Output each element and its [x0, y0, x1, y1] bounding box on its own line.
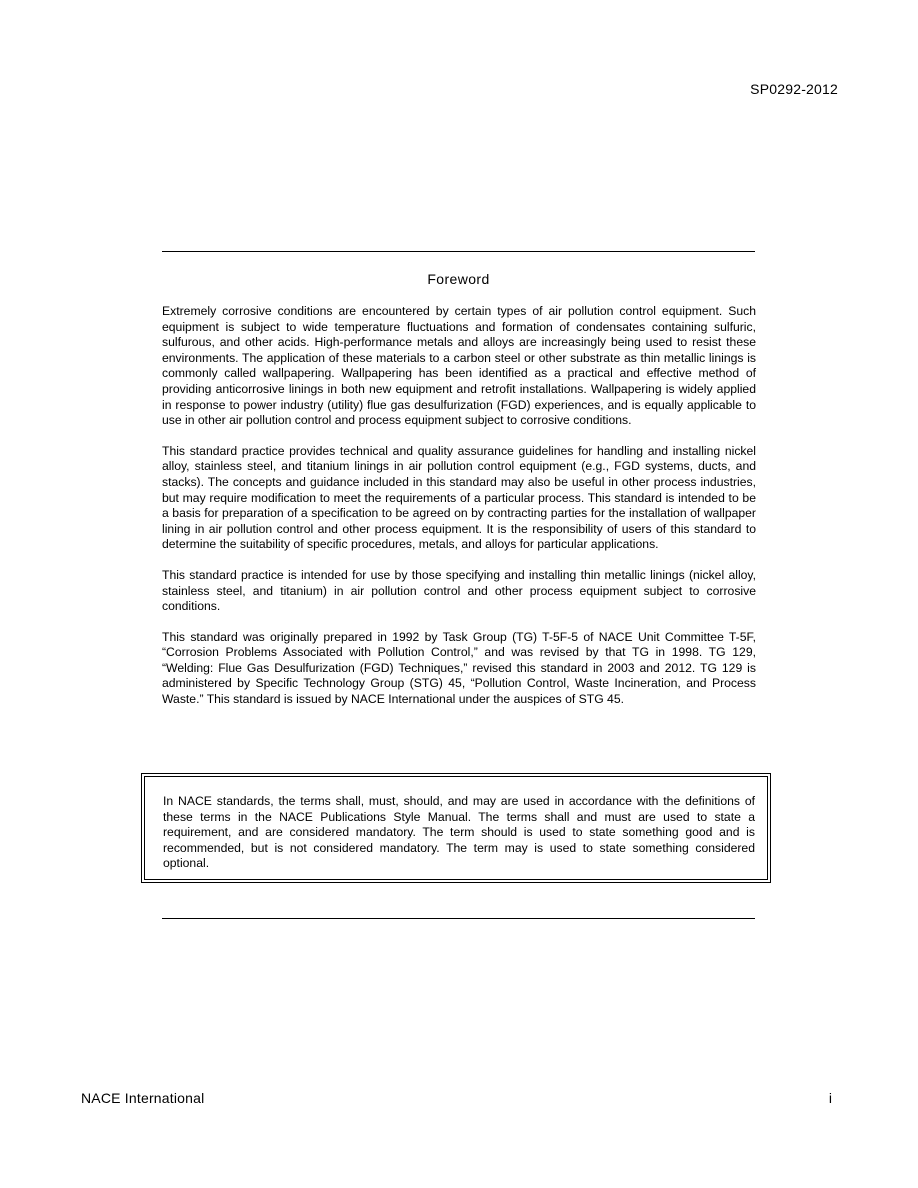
terminology-notice-box: [141, 773, 771, 883]
foreword-body: [162, 304, 756, 723]
foreword-paragraph-4: This standard was originally prepared in 1992 by Task Group (TG) T-5F-5 of NACE Unit Committee T-5F, “Corrosion Problems Associated with Pollution Control,” and was revised by that TG in 1998. TG 129, “Welding: Flue Gas Desulfurization (FGD) Techniques,” revised this standard in 2003 and 2012. TG 129 is administered by Specific Technology Group (STG) 45, “Pollution Control, Waste Incineration, and Process Waste.” This standard is issued by NACE International under the auspices of STG 45.: [162, 629, 756, 707]
footer-page-number: i: [828, 1090, 832, 1106]
foreword-title: Foreword: [427, 271, 490, 287]
terminology-notice-text: In NACE standards, the terms shall, must, should, and may are used in accordance with the definitions of these terms in the NACE Publications Style Manual. The terms shall and must are used to state a requirement, and are considered mandatory. The term should is used to state something good and is recommended, but is not considered mandatory. The term may is used to state something considered optional.: [163, 794, 755, 871]
bottom-divider: [162, 918, 755, 919]
footer-publisher: NACE International: [81, 1090, 205, 1106]
top-divider: [162, 251, 755, 252]
foreword-paragraph-1: Extremely corrosive conditions are encountered by certain types of air pollution control equipment. Such equipment is subject to wide temperature fluctuations and formation of condensates containing sulfuric, sulfurous, and other acids. High-performance metals and alloys are increasingly being used to resist these environments. The application of these materials to a carbon steel or other substrate as thin metallic linings is commonly called wallpapering. Wallpapering has been identified as a practical and effective method of providing anticorrosive linings in both new equipment and retrofit installations. Wallpapering is widely applied in response to power industry (utility) flue gas desulfurization (FGD) experiences, and is equally applicable to use in other air pollution control and process equipment subject to corrosive conditions.: [162, 304, 756, 428]
document-code: SP0292-2012: [750, 81, 838, 97]
foreword-paragraph-3: This standard practice is intended for use by those specifying and installing thin metallic linings (nickel alloy, stainless steel, and titanium) in air pollution control and other process equipment subject to corrosive conditions.: [162, 567, 756, 614]
foreword-paragraph-2: This standard practice provides technical and quality assurance guidelines for handling and installing nickel alloy, stainless steel, and titanium linings in air pollution control equipment (e.g., FGD systems, ducts, and stacks). The concepts and guidance included in this standard may also be useful in other process industries, but may require modification to meet the requirements of a particular process. This standard is intended to be a basis for preparation of a specification to be agreed on by contracting parties for the installation of wallpaper lining in air pollution control and other process equipment. It is the responsibility of users of this standard to determine the suitability of specific procedures, metals, and alloys for particular applications.: [162, 443, 756, 552]
